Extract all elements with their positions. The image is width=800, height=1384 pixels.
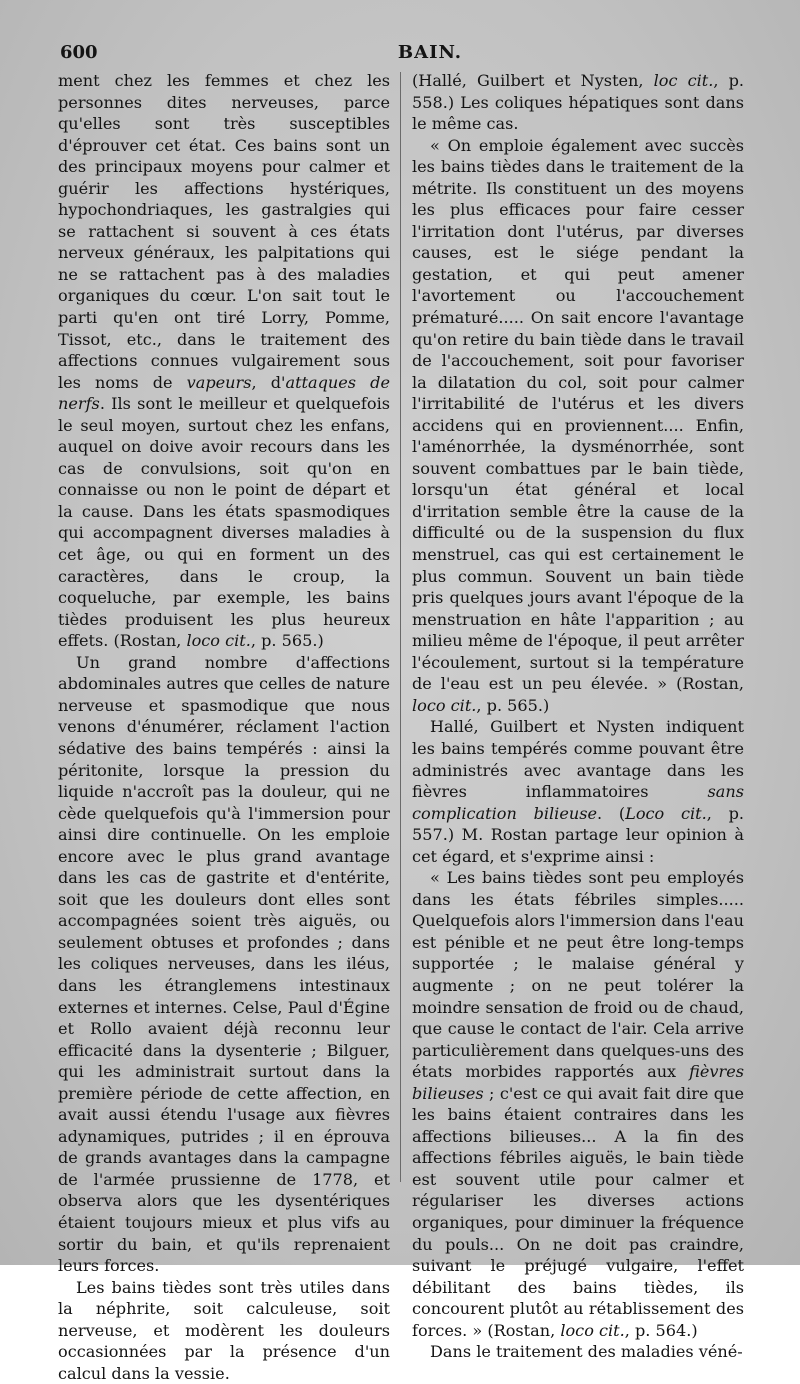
paragraph: Les bains tièdes sont très utiles dans la néphrite, soit calculeuse, soit nerveuse, et modèrent les douleurs occasionnées par la présence d'un calcul dans la vessie. bbox=[58, 1277, 390, 1383]
paragraph bbox=[412, 135, 744, 717]
citation: loco cit. bbox=[412, 695, 477, 715]
text-run: « On emploie également avec succès les bains tièdes dans le traitement de la métrite. Ils constituent un des moyens les plus efficaces pour faire cesser l'irritation dont l'utérus, par diverses causes, est le siége pendant la gestation, et qui peut amener l'avortement ou l'accouchement prématuré..... On sait encore l'avantage qu'on retire du bain tiède dans le travail de l'accouchement, soit pour favoriser la dilatation du col, soit pour calmer l'irritabilité de l'utérus et les divers accidens qui en proviennent.... Enfin, l'aménorrhée, la dysménorrhée, sont souvent combattues par le bain tiède, lorsqu'un état général et local d'irritation semble être la cause de la difficulté ou de la suspension du flux menstruel, cas qui est certainement le plus commun. Souvent un bain tiède pris quelques jours avant l'époque de la menstruation en hâte l'apparition ; au milieu même de l'époque, il peut arrêter l'écoulement, surtout si la température de l'eau est un peu élevée. » (Rostan, bbox=[412, 135, 744, 694]
paragraph bbox=[412, 70, 744, 135]
text-run: ; c'est ce qui avait fait dire que les bains étaient contraires dans les affections bilieuses... A la fin des affections fébriles aiguës, le bain tiède est souvent utile pour calmer et régulariser les diverses actions organiques, pour diminuer la fréquence du pouls... On ne doit pas craindre, suivant le préjugé vulgaire, l'effet débilitant des bains tièdes, ils concourent plutôt au rétablissement des forces. » (Rostan, bbox=[412, 1083, 744, 1340]
running-title: BAIN. bbox=[397, 42, 463, 63]
right-column bbox=[412, 70, 744, 1363]
text-run: , p. 558.) Les coliques hépatiques sont dans le même cas. bbox=[412, 71, 744, 134]
paragraph bbox=[412, 716, 744, 867]
paragraph bbox=[412, 867, 744, 1341]
page-number: 600 bbox=[60, 42, 98, 63]
text-run: Hallé, Guilbert et Nysten indiquent les bains tempérés comme pouvant être administrés avec avantage dans les fièvres inflammatoires bbox=[412, 717, 744, 802]
text-run: , p. 557.) M. Rostan partage leur opinion à cet égard, et s'exprime ainsi : bbox=[412, 803, 744, 866]
paragraph: Un grand nombre d'affections abdominales autres que celles de nature nerveuse et spasmodique que nous venons d'énumérer, réclament l'action sédative des bains tempérés : ainsi la péritonite, lorsque la pression du liquide n'accroît pas la douleur, qui ne cède quelquefois qu'à l'immersion pour ainsi dire continuelle. On les emploie encore avec le plus grand avantage dans les cas de gastrite et d'entérite, soit que les douleurs dont elles sont accompagnées soient très aiguës, ou seulement obtuses et profondes ; dans les coliques nerveuses, dans les iléus, dans les étranglemens intestinaux externes et internes. Celse, Paul d'Égine et Rollo avaient déjà reconnu leur efficacité dans la dysenterie ; Bilguer, qui les administrait surtout dans la première période de cette affection, en avait aussi étendu l'usage aux fièvres adynamiques, putrides ; il en éprouva de grands avantages dans la campagne de l'armée prussienne de 1778, et observa alors que les dysentériques étaient toujours mieux et plus vifs au sortir du bain, et qu'ils reprenaient leurs forces. bbox=[58, 652, 390, 1276]
text-run: , d' bbox=[251, 372, 286, 392]
text-run: ment chez les femmes et chez les personnes dites nerveuses, parce qu'elles sont très susceptibles d'éprouver cet état. Ces bains sont un des principaux moyens pour calmer et guérir les affections hystériques, hypochondriaques, les gastralgies qui se rattachent si souvent à ces états nerveux généraux, les palpitations qui ne se rattachent pas à des maladies organiques du cœur. L'on sait tout le parti qu'en ont tiré Lorry, Pomme, Tissot, etc., dans le traitement des affections connues vulgairement sous les noms de bbox=[58, 71, 390, 392]
paragraph: Dans le traitement des maladies véné- bbox=[430, 1342, 743, 1362]
italic-term: vapeurs bbox=[186, 372, 252, 392]
citation: loc cit. bbox=[653, 71, 714, 90]
text-run: , p. 564.) bbox=[624, 1320, 698, 1340]
paragraph bbox=[58, 70, 390, 652]
italic-term: sans complication bilieuse bbox=[412, 782, 744, 823]
citation: loco cit. bbox=[560, 1320, 625, 1340]
italic-term: fièvres bilieuses bbox=[412, 1062, 744, 1103]
citation: loco cit. bbox=[186, 631, 251, 651]
text-run: . ( bbox=[597, 803, 626, 823]
text-run: . Ils sont le meilleur et quelquefois le seul moyen, surtout chez les enfans, auquel on doive avoir recours dans les cas de convulsions, soit qu'on en connaisse ou non le point de départ et la cause. Dans les états spasmodiques qui accompagnent diverses maladies à cet âge, ou qui en forment un des caractères, dans le croup, la coqueluche, par exemple, les bains tièdes produisent les plus heureux effets. (Rostan, bbox=[58, 394, 390, 651]
text-run: (Hallé, Guilbert et Nysten, bbox=[412, 71, 654, 90]
text-run: « Les bains tièdes sont peu employés dans les états fébriles simples..... Quelquefois alors l'immersion dans l'eau est pénible et ne peut être long-temps supportée ; le malaise général y augmente ; on ne peut tolérer la moindre sensation de froid ou de chaud, que cause le contact de l'air. Cela arrive particulièrement dans quelques-uns des états morbides rapportés aux bbox=[412, 868, 744, 1082]
text-run: , p. 565.) bbox=[476, 695, 550, 715]
column-divider bbox=[400, 72, 401, 1182]
italic-term: attaques de nerfs bbox=[58, 372, 390, 414]
text-run: , p. 565.) bbox=[250, 631, 324, 651]
page-header bbox=[60, 38, 760, 72]
citation: Loco cit. bbox=[625, 803, 707, 823]
left-column bbox=[58, 70, 390, 1384]
